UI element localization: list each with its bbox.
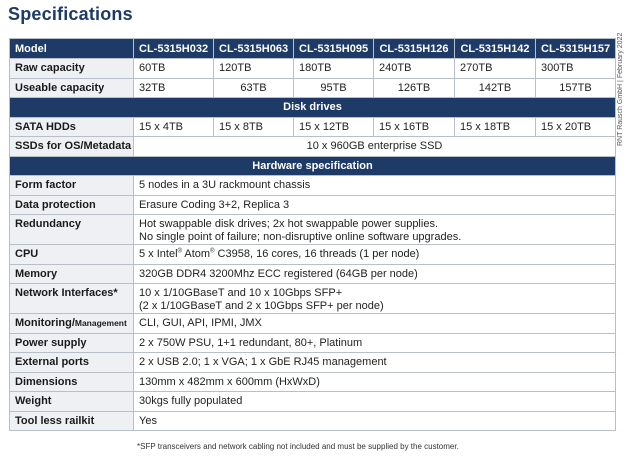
table-header-row [10,39,616,59]
cpu-text: C3958, 16 cores, 16 threads (1 per node) [214,248,420,261]
table-cell: 15 x 4TB [134,117,214,137]
table-row [10,137,616,157]
row-label: Power supply [10,333,134,353]
table-cell: 30kgs fully populated [134,392,616,412]
table-row [10,245,616,265]
header-label: Model [10,39,134,59]
model-header: CL-5315H032 [134,39,214,59]
cpu-text: Atom [181,248,211,261]
table-row [10,59,616,79]
table-cell: Yes [134,411,616,431]
table-cell: 157TB [536,78,616,98]
footnote: *SFP transceivers and network cabling not included and must be supplied by the customer. [137,442,459,451]
row-label: Memory [10,264,134,284]
section-row [10,98,616,118]
network-line: 10 x 1/10GBaseT and 10 x 10Gbps SFP+ [139,287,343,299]
table-row [10,333,616,353]
table-cell: 15 x 8TB [214,117,294,137]
table-cell: CLI, GUI, API, IPMI, JMX [134,314,616,334]
network-line: (2 x 1/10GBaseT and 2 x 10Gbps SFP+ per node) [139,300,384,312]
row-label: SSDs for OS/Metadata [10,137,134,157]
table-cell: 60TB [134,59,214,79]
table-cell: 142TB [455,78,536,98]
row-label: Raw capacity [10,59,134,79]
side-note: RNT Rausch GmbH | February 2022 [617,32,624,146]
table-cell: 2 x 750W PSU, 1+1 redundant, 80+, Platinum [134,333,616,353]
table-row [10,314,616,334]
table-row [10,117,616,137]
row-label-small: Management [74,318,127,329]
model-header: CL-5315H142 [455,39,536,59]
row-label-main: Monitoring/ [15,317,75,330]
table-row [10,78,616,98]
cpu-text: 5 x Intel [139,248,178,261]
row-label: Dimensions [10,372,134,392]
table-cell: 320GB DDR4 3200Mhz ECC registered (64GB per node) [134,264,616,284]
row-label [10,314,134,334]
table-cell: 15 x 16TB [374,117,455,137]
table-cell: 32TB [134,78,214,98]
section-title-hardware: Hardware specification [10,156,616,176]
model-header: CL-5315H063 [214,39,294,59]
table-row [10,353,616,373]
section-title-disk: Disk drives [10,98,616,118]
table-cell: 15 x 12TB [294,117,374,137]
table-row [10,392,616,412]
page-title: Specifications [8,4,133,24]
table-cell: 300TB [536,59,616,79]
row-label: Data protection [10,195,134,215]
row-label: Tool less railkit [10,411,134,431]
table-cell: 63TB [214,78,294,98]
table-cell: 95TB [294,78,374,98]
row-label: CPU [10,245,134,265]
table-cell [134,245,616,265]
table-cell: 15 x 20TB [536,117,616,137]
table-cell: Erasure Coding 3+2, Replica 3 [134,195,616,215]
table-cell: 2 x USB 2.0; 1 x VGA; 1 x GbE RJ45 management [134,353,616,373]
row-label: External ports [10,353,134,373]
table-row [10,176,616,196]
table-cell: 5 nodes in a 3U rackmount chassis [134,176,616,196]
spec-table [9,38,616,431]
table-cell [134,215,616,245]
table-cell: 15 x 18TB [455,117,536,137]
model-header: CL-5315H095 [294,39,374,59]
model-header: CL-5315H126 [374,39,455,59]
table-row [10,195,616,215]
table-row [10,264,616,284]
redundancy-line: Hot swappable disk drives; 2x hot swappable power supplies. [139,218,438,230]
table-cell: 126TB [374,78,455,98]
table-row [10,411,616,431]
table-row [10,372,616,392]
section-row [10,156,616,176]
row-label: SATA HDDs [10,117,134,137]
table-row [10,284,616,314]
table-cell: 240TB [374,59,455,79]
registered-mark: ® [210,248,215,255]
table-cell [134,284,616,314]
row-label: Redundancy [10,215,134,245]
model-header: CL-5315H157 [536,39,616,59]
table-cell: 130mm x 482mm x 600mm (HxWxD) [134,372,616,392]
row-label: Network Interfaces* [10,284,134,314]
row-label: Form factor [10,176,134,196]
row-label: Weight [10,392,134,412]
table-row [10,215,616,245]
table-cell: 10 x 960GB enterprise SSD [134,137,616,157]
table-cell: 120TB [214,59,294,79]
row-label: Useable capacity [10,78,134,98]
table-cell: 270TB [455,59,536,79]
redundancy-line: No single point of failure; non-disruptive online software upgrades. [139,231,462,243]
table-cell: 180TB [294,59,374,79]
registered-mark: ® [177,248,182,255]
